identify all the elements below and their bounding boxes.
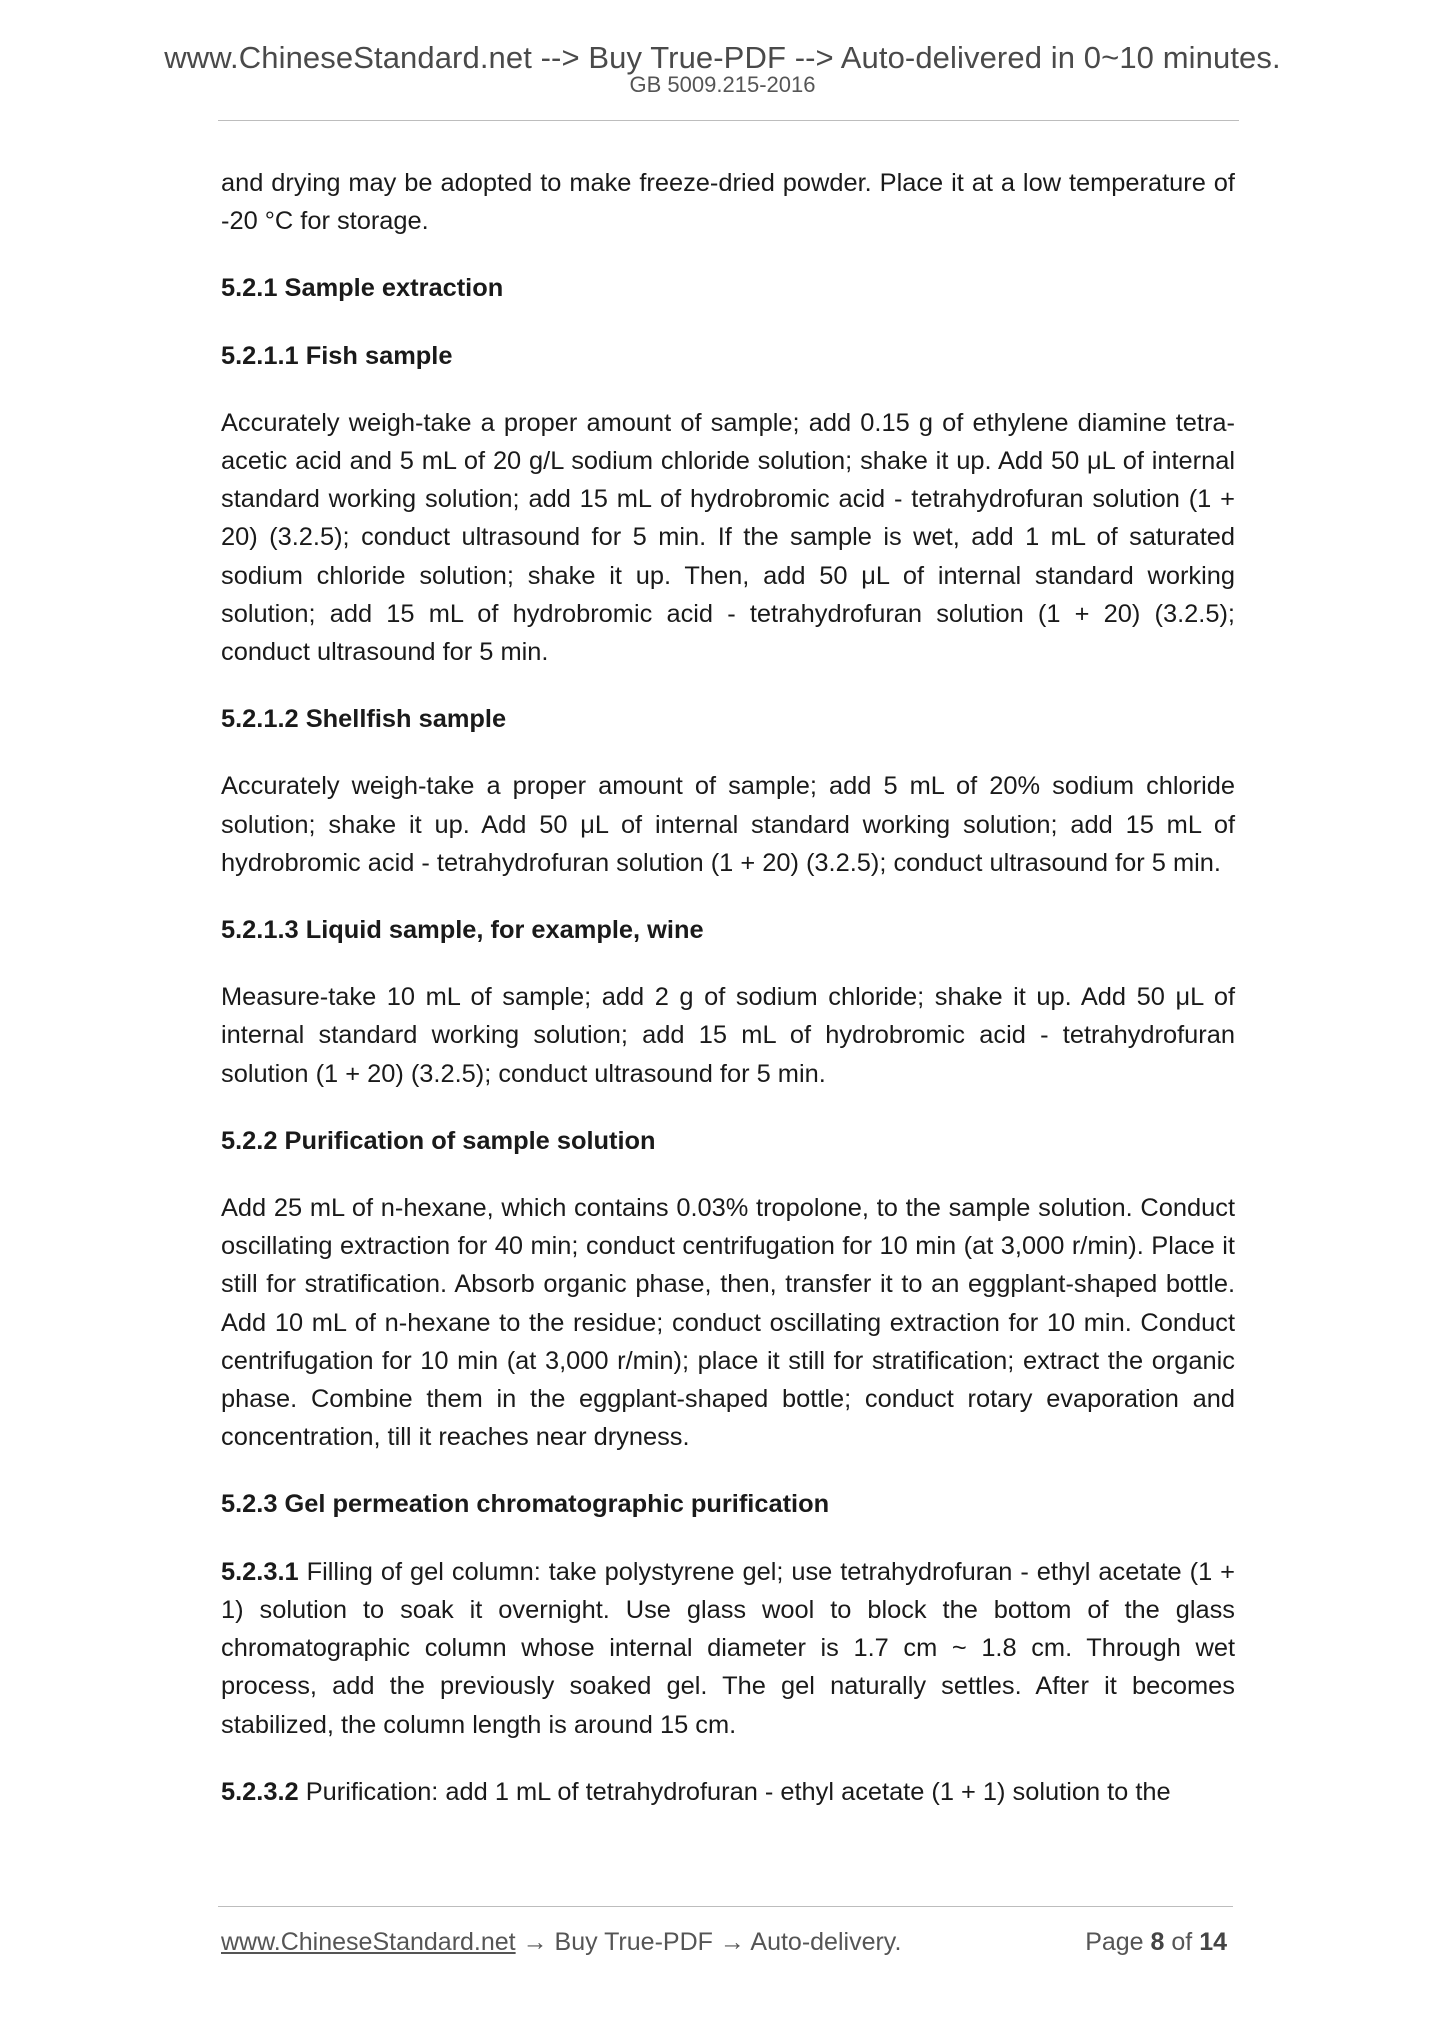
section-5-2-1-1-heading: 5.2.1.1 Fish sample (221, 341, 453, 370)
document-body (221, 164, 1235, 1840)
section-5-2-1-2-heading: 5.2.1.2 Shellfish sample (221, 705, 507, 734)
page-current: 8 (1150, 1928, 1165, 1956)
purification-paragraph: Add 25 mL of n-hexane, which contains 0.03% tropolone, to the sample solution. Conduct oscillating extraction for 40 min; conduct centrifugation for 10 min (at 3,000 r/min). Place it still for stratification. Absorb organic phase, then, transfer it to an eggplant-shaped bottle. Add 10 mL of n-hexane to the residue; conduct oscillating extraction for 10 min. Conduct centrifugation for 10 min (at 3,000 r/min); place it still for stratification; extract the organic phase. Combine them in the eggplant-shaped bottle; conduct rotary evaporation and concentration, till it reaches near dryness. (221, 1194, 1235, 1452)
page-indicator (1085, 1924, 1227, 1960)
footer-left (221, 1924, 901, 1960)
page-of: of (1164, 1928, 1200, 1956)
site-banner: www.ChineseStandard.net --> Buy True-PDF --> Auto-delivered in 0~10 minutes. (164, 40, 1281, 75)
section-5-2-1-heading: 5.2.1 Sample extraction (221, 274, 504, 303)
clause-5-2-3-2-text: Purification: add 1 mL of tetrahydrofuran - ethyl acetate (1 + 1) solution to the (298, 1777, 1171, 1806)
footer-tagline: → Buy True-PDF → Auto-delivery. (515, 1928, 902, 1956)
section-5-2-2-heading: 5.2.2 Purification of sample solution (221, 1126, 656, 1155)
standard-number: GB 5009.215-2016 (629, 72, 816, 97)
page-total: 14 (1199, 1928, 1227, 1956)
section-5-2-1-3-heading: 5.2.1.3 Liquid sample, for example, wine (221, 916, 704, 945)
clause-5-2-3-2-label: 5.2.3.2 (221, 1777, 299, 1806)
footer-divider (218, 1906, 1233, 1907)
gel-column-paragraph (221, 1553, 1235, 1744)
shellfish-sample-paragraph: Accurately weigh-take a proper amount of sample; add 5 mL of 20% sodium chloride solution; shake it up. Add 50 μL of internal standard working solution; add 15 mL of hydrobromic acid - tetrahydrofuran solution (1 + 20) (3.2.5); conduct ultrasound for 5 min. (221, 772, 1235, 877)
header-divider (218, 120, 1239, 121)
footer-site-link[interactable]: www.ChineseStandard.net (221, 1928, 516, 1956)
page-label: Page (1085, 1928, 1151, 1956)
clause-5-2-3-1-label: 5.2.3.1 (221, 1557, 299, 1586)
clause-5-2-3-1-text: Filling of gel column: take polystyrene gel; use tetrahydrofuran - ethyl acetate (1 + 1) solution to soak it overnight. Use glass wool to block the bottom of the glass chromatographic column whose internal diameter is 1.7 cm ~ 1.8 cm. Through wet process, add the previously soaked gel. The gel naturally settles. After it becomes stabilized, the column length is around 15 cm. (221, 1557, 1235, 1739)
liquid-sample-paragraph: Measure-take 10 mL of sample; add 2 g of sodium chloride; shake it up. Add 50 μL of internal standard working solution; add 15 mL of hydrobromic acid - tetrahydrofuran solution (1 + 20) (3.2.5); conduct ultrasound for 5 min. (221, 983, 1235, 1088)
section-5-2-3-heading: 5.2.3 Gel permeation chromatographic purification (221, 1490, 830, 1519)
intro-paragraph: and drying may be adopted to make freeze-dried powder. Place it at a low temperature of -20 °C for storage. (221, 169, 1235, 236)
fish-sample-paragraph: Accurately weigh-take a proper amount of sample; add 0.15 g of ethylene diamine tetra-acetic acid and 5 mL of 20 g/L sodium chloride solution; shake it up. Add 50 μL of internal standard working solution; add 15 mL of hydrobromic acid - tetrahydrofuran solution (1 + 20) (3.2.5); conduct ultrasound for 5 min. If the sample is wet, add 1 mL of saturated sodium chloride solution; shake it up. Then, add 50 μL of internal standard working solution; add 15 mL of hydrobromic acid - tetrahydrofuran solution (1 + 20) (3.2.5); conduct ultrasound for 5 min. (221, 408, 1235, 667)
gel-purification-paragraph (221, 1773, 1235, 1811)
